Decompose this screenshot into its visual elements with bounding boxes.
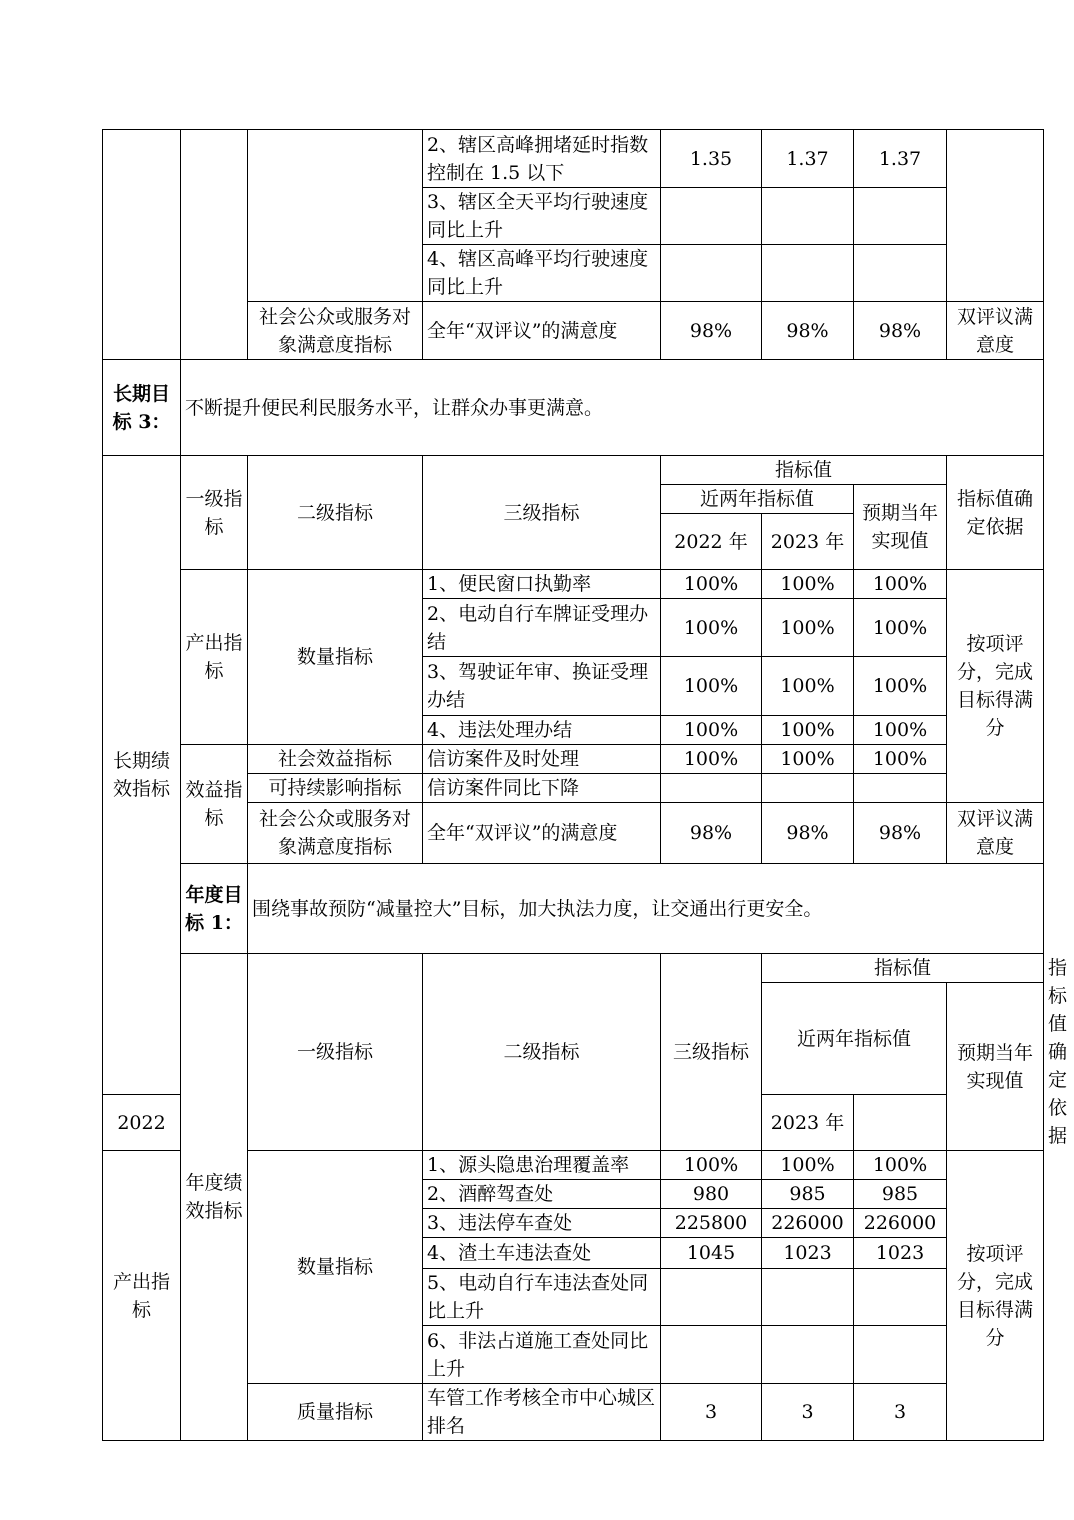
value-expected (854, 1269, 947, 1326)
value-2023: 100% (762, 657, 854, 716)
header-2023: 2023 年 (762, 1095, 854, 1151)
basis: 双评议满意度 (947, 803, 1044, 864)
level2-indicator: 质量指标 (248, 1384, 423, 1441)
value-expected: 100% (854, 570, 947, 599)
level3-indicator: 3、辖区全天平均行驶速度同比上升 (423, 188, 661, 245)
value-2023 (762, 774, 854, 803)
value-2022: 980 (661, 1180, 762, 1209)
value-2022 (661, 1269, 762, 1326)
header-2023: 2023 年 (762, 514, 854, 570)
annual-goal-label: 年度目标 1： (181, 864, 248, 954)
output-label: 产出指标 (181, 570, 248, 745)
header-recent: 近两年指标值 (762, 983, 947, 1095)
long-perf-section: 长期绩效指标 (103, 456, 181, 1095)
level3-indicator: 全年“双评议”的满意度 (423, 803, 661, 864)
level3-indicator: 1、便民窗口执勤率 (423, 570, 661, 599)
quantity-label: 数量指标 (248, 570, 423, 745)
quantity-label: 数量指标 (248, 1151, 423, 1384)
level2-indicator: 可持续影响指标 (248, 774, 423, 803)
value-2023: 100% (762, 599, 854, 657)
value-2023: 100% (762, 745, 854, 774)
benefit-label: 效益指标 (181, 745, 248, 864)
table-row (103, 864, 1044, 954)
value-2023: 226000 (762, 1209, 854, 1238)
table-row: 年度绩效指标 一级指标 二级指标 三级指标 指标值 指标值确定依据 (103, 954, 1044, 983)
level3-indicator: 4、违法处理办结 (423, 716, 661, 745)
empty-cell (103, 130, 181, 360)
long-goal-text: 不断提升便民利民服务水平，让群众办事更满意。 (181, 360, 1044, 456)
level3-indicator: 5、电动自行车违法查处同比上升 (423, 1269, 661, 1326)
header-value: 指标值 (661, 456, 947, 485)
value-expected: 100% (854, 745, 947, 774)
level3-indicator: 信访案件及时处理 (423, 745, 661, 774)
value-expected: 100% (854, 716, 947, 745)
empty-cell (947, 130, 1044, 302)
level3-indicator: 3、驾驶证年审、换证受理办结 (423, 657, 661, 716)
value-2022: 100% (661, 599, 762, 657)
level3-indicator: 6、非法占道施工查处同比上升 (423, 1326, 661, 1384)
performance-indicator-table (102, 129, 1068, 1441)
value-expected: 100% (854, 1151, 947, 1180)
header-2022: 2022 年 (661, 514, 762, 570)
value-expected (854, 774, 947, 803)
level3-indicator: 3、违法停车查处 (423, 1209, 661, 1238)
value-2023: 985 (762, 1180, 854, 1209)
header-level2: 二级指标 (248, 456, 423, 570)
value-expected: 98% (854, 302, 947, 360)
value-expected: 1023 (854, 1238, 947, 1269)
basis: 双评议满意度 (947, 302, 1044, 360)
level3-indicator: 1、源头隐患治理覆盖率 (423, 1151, 661, 1180)
table-row (103, 360, 1044, 456)
annual-perf-section: 年度绩效指标 (181, 954, 248, 1441)
table-row (103, 456, 1044, 485)
value-2023: 1023 (762, 1238, 854, 1269)
value-2023: 3 (762, 1384, 854, 1441)
header-value: 指标值 (762, 954, 1044, 983)
header-level3: 三级指标 (661, 954, 762, 1151)
value-2022 (661, 188, 762, 245)
header-level1: 一级指标 (181, 456, 248, 570)
value-2023: 98% (762, 803, 854, 864)
value-2022 (661, 1326, 762, 1384)
value-expected: 98% (854, 803, 947, 864)
value-2023 (762, 188, 854, 245)
basis: 按项评分，完成目标得满分 (947, 570, 1044, 803)
table-row (103, 130, 1044, 188)
level3-indicator: 2、酒醉驾查处 (423, 1180, 661, 1209)
value-expected: 1.37 (854, 130, 947, 188)
value-2022: 98% (661, 803, 762, 864)
output-label: 产出指标 (103, 1151, 181, 1441)
value-2022: 225800 (661, 1209, 762, 1238)
level3-indicator: 4、辖区高峰平均行驶速度同比上升 (423, 245, 661, 302)
value-expected: 100% (854, 657, 947, 716)
value-2022: 100% (661, 657, 762, 716)
table-row (103, 745, 1044, 774)
value-expected (854, 1326, 947, 1384)
empty-cell (248, 130, 423, 302)
value-expected: 100% (854, 599, 947, 657)
level2-indicator: 社会公众或服务对象满意度指标 (248, 803, 423, 864)
long-goal-label: 长期目标 3： (103, 360, 181, 456)
value-2023 (762, 1326, 854, 1384)
level3-indicator: 车管工作考核全市中心城区排名 (423, 1384, 661, 1441)
level3-indicator: 2、电动自行车牌证受理办结 (423, 599, 661, 657)
header-expected: 预期当年实现值 (854, 485, 947, 570)
value-2022: 1.35 (661, 130, 762, 188)
value-2022 (661, 245, 762, 302)
value-2023: 100% (762, 1151, 854, 1180)
value-2022 (661, 774, 762, 803)
empty-cell (181, 130, 248, 360)
table-row (103, 570, 1044, 599)
header-expected: 预期当年实现值 (947, 983, 1044, 1151)
value-2022: 1045 (661, 1238, 762, 1269)
header-basis: 指标值确定依据 (947, 456, 1044, 570)
value-2022: 100% (661, 716, 762, 745)
level3-indicator: 信访案件同比下降 (423, 774, 661, 803)
value-2023 (762, 1269, 854, 1326)
header-recent: 近两年指标值 (661, 485, 854, 514)
header-level3: 三级指标 (423, 456, 661, 570)
header-level2: 二级指标 (423, 954, 661, 1151)
value-expected (854, 188, 947, 245)
value-2022: 100% (661, 570, 762, 599)
value-2022: 3 (661, 1384, 762, 1441)
level3-indicator: 全年“双评议”的满意度 (423, 302, 661, 360)
value-expected: 226000 (854, 1209, 947, 1238)
header-2022: 2022 (103, 1095, 181, 1151)
level3-indicator: 2、辖区高峰拥堵延时指数控制在 1.5 以下 (423, 130, 661, 188)
value-2023: 100% (762, 570, 854, 599)
header-level1: 一级指标 (248, 954, 423, 1151)
level3-indicator: 4、渣土车违法查处 (423, 1238, 661, 1269)
level2-indicator: 社会公众或服务对象满意度指标 (248, 302, 423, 360)
value-2022: 98% (661, 302, 762, 360)
value-2023: 98% (762, 302, 854, 360)
value-2023 (762, 245, 854, 302)
value-expected: 3 (854, 1384, 947, 1441)
value-2023: 100% (762, 716, 854, 745)
value-2022: 100% (661, 745, 762, 774)
level2-indicator: 社会效益指标 (248, 745, 423, 774)
value-2022: 100% (661, 1151, 762, 1180)
basis: 按项评分，完成目标得满分 (947, 1151, 1044, 1441)
annual-goal-text: 围绕事故预防“减量控大”目标，加大执法力度，让交通出行更安全。 (248, 864, 1044, 954)
value-expected: 985 (854, 1180, 947, 1209)
value-2023: 1.37 (762, 130, 854, 188)
value-expected (854, 245, 947, 302)
